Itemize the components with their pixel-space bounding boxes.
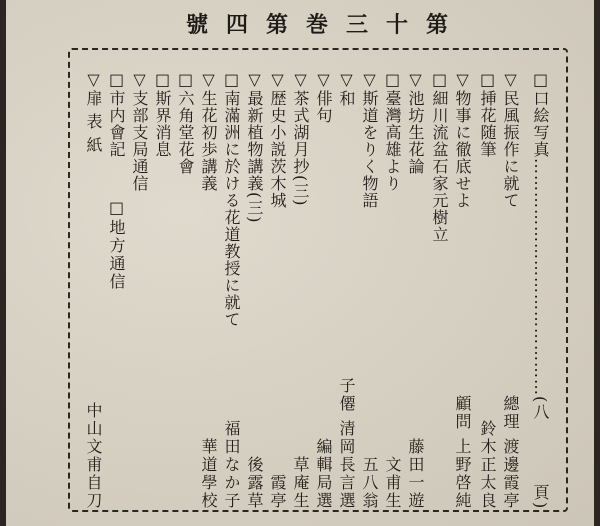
toc-entry xyxy=(431,70,447,510)
toc-author: 霞亭 xyxy=(268,474,287,510)
toc-entry xyxy=(361,70,377,510)
toc-title: ▽最新植物講義(三) xyxy=(245,70,264,224)
toc-title: □挿花随筆 xyxy=(478,70,497,158)
toc-title: ▽和 xyxy=(337,70,356,107)
toc-author: 顧問 上野啓純 xyxy=(453,394,472,510)
toc-title: ▽物事に徹底せよ xyxy=(453,70,472,209)
toc-author: 華道學校 xyxy=(199,438,218,510)
toc-title: ▽斯道をりく物語 xyxy=(360,70,379,209)
toc-title: ▽池坊生花論 xyxy=(406,70,425,175)
toc-entry xyxy=(269,70,285,510)
toc-entry xyxy=(223,70,239,510)
toc-title: □六角堂花會 xyxy=(176,70,195,175)
toc-title: □市内會記 xyxy=(107,70,126,158)
toc-author: 草庵生 xyxy=(291,456,310,510)
toc-subentry: □地方通信 xyxy=(107,198,126,291)
toc-entry xyxy=(315,70,331,510)
toc-author: 福田なか子 xyxy=(222,420,241,510)
toc-title: ▽俳句 xyxy=(314,70,333,124)
toc-author: 中山文甫自刀 xyxy=(84,402,103,510)
toc-title: □南滿洲に於ける花道教授に就て xyxy=(222,70,241,328)
toc-entry xyxy=(131,70,147,510)
toc-author: 總理 渡邊霞亭 xyxy=(501,394,520,510)
toc-author: 子僊 清岡長言選 xyxy=(337,376,356,510)
toc-entry xyxy=(502,70,518,510)
toc-entry xyxy=(200,70,216,510)
toc-page: 頁) xyxy=(531,483,550,510)
toc-author: 編輯局選 xyxy=(314,438,333,510)
toc-entry xyxy=(177,70,193,510)
toc-author: 五八翁 xyxy=(360,456,379,510)
toc-title: ▽扉 表 紙 xyxy=(84,70,103,154)
toc-title: ▽支部支局通信 xyxy=(130,70,149,192)
toc-author: 藤田一遊 xyxy=(406,438,425,510)
toc-entry xyxy=(384,70,400,510)
document-page xyxy=(6,0,594,526)
toc-title: ▽民風振作に就て xyxy=(501,70,520,209)
toc-title: ▽生花初歩講義 xyxy=(199,70,218,192)
toc-title: □臺灣高雄より xyxy=(383,70,402,192)
toc-title: ▽歴史小説茨木城 xyxy=(268,70,287,209)
toc-author: 鈴木正太良 xyxy=(478,420,497,510)
toc-entry xyxy=(407,70,423,510)
toc-entry xyxy=(154,70,170,510)
toc-entry xyxy=(292,70,308,510)
toc-entry xyxy=(85,70,101,510)
toc-title: □口絵写真……………………………………(八 xyxy=(531,70,550,421)
toc-entry xyxy=(108,70,124,510)
toc-author: 後露草 xyxy=(245,456,264,510)
toc-entry xyxy=(479,70,495,510)
toc-author: 文甫生 xyxy=(383,456,402,510)
toc-entry xyxy=(532,70,548,510)
toc-entry xyxy=(338,70,354,510)
toc-title: □細川流盆石家元樹立 xyxy=(430,70,449,243)
toc-entry xyxy=(454,70,470,510)
toc-title: ▽茶式湖月抄(三) xyxy=(291,70,310,207)
issue-header: 號四第巻三十第 xyxy=(186,12,467,38)
toc-entry xyxy=(246,70,262,510)
toc-title: □斯界消息 xyxy=(153,70,172,158)
